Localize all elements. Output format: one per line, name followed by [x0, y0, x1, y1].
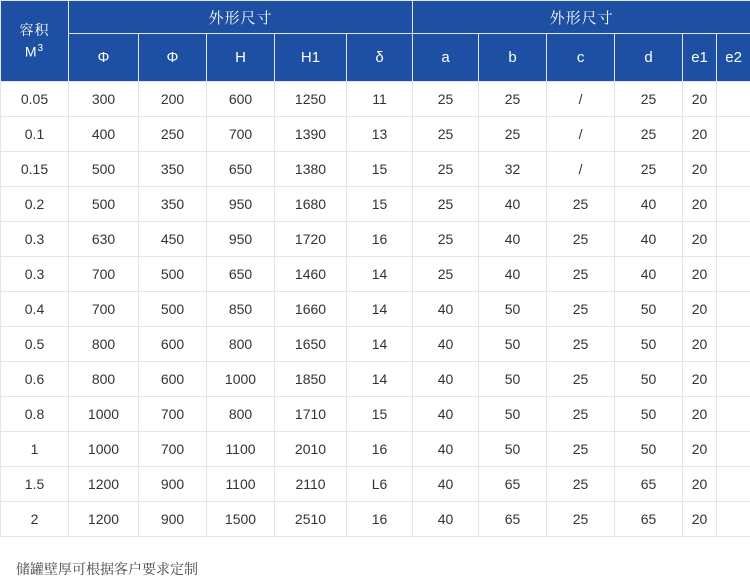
column-header-phi-inner: Φ [139, 34, 207, 82]
cell-volume: 0.6 [1, 362, 69, 397]
cell-value: 1460 [275, 257, 347, 292]
cell-value: 500 [139, 292, 207, 327]
cell-volume: 2 [1, 502, 69, 537]
group-header-row [1, 1, 750, 34]
cell-value [717, 152, 750, 187]
cell-value: 600 [207, 82, 275, 117]
table-row [1, 502, 750, 537]
cell-value [717, 222, 750, 257]
cell-value: 40 [615, 222, 683, 257]
cell-value: 1500 [207, 502, 275, 537]
cell-value: 40 [479, 222, 547, 257]
cell-value: 15 [347, 152, 413, 187]
column-header-b: b [479, 34, 547, 82]
cell-value: 25 [615, 82, 683, 117]
cell-value: 65 [479, 467, 547, 502]
cell-value: 700 [139, 432, 207, 467]
cell-value: 25 [413, 187, 479, 222]
cell-volume: 0.1 [1, 117, 69, 152]
cell-value: 800 [207, 327, 275, 362]
cell-value: 800 [69, 362, 139, 397]
cell-value: 25 [413, 152, 479, 187]
cell-value: 40 [413, 502, 479, 537]
cell-value: 1250 [275, 82, 347, 117]
cell-value: 16 [347, 222, 413, 257]
cell-value: 400 [69, 117, 139, 152]
volume-header-label: 容积 [5, 20, 64, 41]
cell-value: 20 [683, 327, 717, 362]
cell-value: 65 [615, 467, 683, 502]
table-row [1, 82, 750, 117]
cell-value [717, 292, 750, 327]
cell-value: 1650 [275, 327, 347, 362]
table-row [1, 117, 750, 152]
cell-value: 14 [347, 362, 413, 397]
cell-value: 50 [615, 327, 683, 362]
cell-value: 25 [547, 362, 615, 397]
cell-value: 900 [139, 467, 207, 502]
cell-value: 20 [683, 82, 717, 117]
cell-value: 40 [413, 467, 479, 502]
cell-value: 25 [615, 117, 683, 152]
cell-value: 25 [547, 257, 615, 292]
cell-value: 500 [69, 187, 139, 222]
cell-value: 65 [479, 502, 547, 537]
volume-header-cell [1, 1, 69, 82]
column-header-row [1, 34, 750, 82]
cell-value: 20 [683, 292, 717, 327]
cell-value: 1200 [69, 467, 139, 502]
cell-value: 1000 [207, 362, 275, 397]
column-header-e1: e1 [683, 34, 717, 82]
cell-value: 40 [413, 362, 479, 397]
cell-value: 15 [347, 187, 413, 222]
cell-value: 25 [547, 327, 615, 362]
cell-value: 40 [413, 327, 479, 362]
cell-value: 600 [139, 327, 207, 362]
table-row [1, 292, 750, 327]
column-header-c: c [547, 34, 615, 82]
cell-value: 20 [683, 222, 717, 257]
cell-value: 25 [547, 222, 615, 257]
cell-value: 50 [615, 432, 683, 467]
cell-value: 2010 [275, 432, 347, 467]
cell-value [717, 117, 750, 152]
cell-volume: 0.3 [1, 257, 69, 292]
cell-value: 50 [615, 292, 683, 327]
cell-value: 25 [479, 82, 547, 117]
table-body [1, 82, 750, 537]
cell-value: 600 [139, 362, 207, 397]
cell-value: / [547, 117, 615, 152]
cell-value: 450 [139, 222, 207, 257]
cell-value: 1710 [275, 397, 347, 432]
cell-value: 20 [683, 397, 717, 432]
column-header-d: d [615, 34, 683, 82]
cell-value: 200 [139, 82, 207, 117]
cell-value: L6 [347, 467, 413, 502]
cell-value: 50 [615, 397, 683, 432]
cell-value: 50 [615, 362, 683, 397]
cell-value: 2510 [275, 502, 347, 537]
cell-value: 1390 [275, 117, 347, 152]
cell-value: 50 [479, 292, 547, 327]
cell-volume: 0.2 [1, 187, 69, 222]
table-row [1, 397, 750, 432]
cell-value: 25 [547, 187, 615, 222]
cell-value: 40 [615, 187, 683, 222]
cell-value: 500 [139, 257, 207, 292]
cell-value: 800 [207, 397, 275, 432]
table-header [1, 1, 750, 82]
cell-value: 500 [69, 152, 139, 187]
cell-value [717, 467, 750, 502]
cell-value: 700 [207, 117, 275, 152]
cell-volume: 0.15 [1, 152, 69, 187]
cell-value: 40 [479, 187, 547, 222]
cell-value: 20 [683, 257, 717, 292]
cell-value: 350 [139, 152, 207, 187]
cell-value: 20 [683, 117, 717, 152]
cell-value: 1000 [69, 397, 139, 432]
table-row [1, 222, 750, 257]
cell-value: 25 [547, 467, 615, 502]
cell-value [717, 187, 750, 222]
cell-value: 1380 [275, 152, 347, 187]
column-header-e2: e2 [717, 34, 750, 82]
cell-value: 1680 [275, 187, 347, 222]
cell-value: 40 [615, 257, 683, 292]
table-row [1, 362, 750, 397]
cell-value: 25 [547, 432, 615, 467]
cell-value [717, 432, 750, 467]
cell-value [717, 502, 750, 537]
cell-value: 11 [347, 82, 413, 117]
table-row [1, 257, 750, 292]
cell-value: 40 [413, 432, 479, 467]
cell-value: 20 [683, 187, 717, 222]
group-header-dimensions-2: 外形尺寸 [413, 1, 750, 34]
cell-value: 40 [413, 397, 479, 432]
cell-value: 1660 [275, 292, 347, 327]
cell-value: 25 [413, 222, 479, 257]
cell-value: 900 [139, 502, 207, 537]
cell-value: 14 [347, 327, 413, 362]
cell-value: 1720 [275, 222, 347, 257]
cell-value: 700 [69, 257, 139, 292]
cell-value [717, 82, 750, 117]
cell-value: 700 [69, 292, 139, 327]
cell-volume: 0.3 [1, 222, 69, 257]
cell-value: 300 [69, 82, 139, 117]
cell-value: 800 [69, 327, 139, 362]
table-row [1, 187, 750, 222]
table-row [1, 327, 750, 362]
cell-value: 25 [615, 152, 683, 187]
cell-value: / [547, 152, 615, 187]
cell-volume: 0.4 [1, 292, 69, 327]
cell-value: 630 [69, 222, 139, 257]
cell-value: 20 [683, 432, 717, 467]
cell-value: 16 [347, 432, 413, 467]
cell-value: / [547, 82, 615, 117]
cell-value: 25 [413, 117, 479, 152]
cell-value: 13 [347, 117, 413, 152]
table-note: 储罐壁厚可根据客户要求定制 [0, 537, 750, 579]
cell-value: 850 [207, 292, 275, 327]
cell-value: 50 [479, 397, 547, 432]
table-row [1, 432, 750, 467]
cell-value [717, 362, 750, 397]
cell-value: 25 [547, 397, 615, 432]
cell-value: 1200 [69, 502, 139, 537]
cell-value: 25 [547, 292, 615, 327]
cell-volume: 0.8 [1, 397, 69, 432]
cell-value: 50 [479, 362, 547, 397]
cell-value: 20 [683, 362, 717, 397]
cell-volume: 0.05 [1, 82, 69, 117]
cell-value: 1100 [207, 467, 275, 502]
cell-value [717, 397, 750, 432]
cell-value [717, 257, 750, 292]
cell-value: 14 [347, 292, 413, 327]
cell-value: 950 [207, 222, 275, 257]
cell-value: 25 [479, 117, 547, 152]
cell-value: 20 [683, 502, 717, 537]
cell-value: 1000 [69, 432, 139, 467]
cell-value: 250 [139, 117, 207, 152]
cell-volume: 1 [1, 432, 69, 467]
column-header-h1: H1 [275, 34, 347, 82]
cell-value: 40 [413, 292, 479, 327]
column-header-phi-outer: Φ [69, 34, 139, 82]
cell-value: 25 [413, 82, 479, 117]
cell-value [717, 327, 750, 362]
table-row [1, 467, 750, 502]
cell-value: 40 [479, 257, 547, 292]
cell-value: 700 [139, 397, 207, 432]
cell-volume: 1.5 [1, 467, 69, 502]
column-header-a: a [413, 34, 479, 82]
cell-value: 1100 [207, 432, 275, 467]
cell-value: 25 [547, 502, 615, 537]
column-header-delta: δ [347, 34, 413, 82]
cell-value: 950 [207, 187, 275, 222]
group-header-dimensions-1: 外形尺寸 [69, 1, 413, 34]
cell-value: 25 [413, 257, 479, 292]
cell-value: 16 [347, 502, 413, 537]
cell-value: 1850 [275, 362, 347, 397]
cell-value: 2110 [275, 467, 347, 502]
cell-value: 650 [207, 152, 275, 187]
cell-value: 20 [683, 467, 717, 502]
cell-value: 15 [347, 397, 413, 432]
cell-value: 50 [479, 432, 547, 467]
cell-value: 32 [479, 152, 547, 187]
cell-value: 14 [347, 257, 413, 292]
cell-value: 20 [683, 152, 717, 187]
cell-value: 65 [615, 502, 683, 537]
cell-volume: 0.5 [1, 327, 69, 362]
cell-value: 50 [479, 327, 547, 362]
cell-value: 650 [207, 257, 275, 292]
volume-header-unit: $M^3$ [5, 41, 64, 63]
column-header-h: H [207, 34, 275, 82]
cell-value: 350 [139, 187, 207, 222]
table-row [1, 152, 750, 187]
